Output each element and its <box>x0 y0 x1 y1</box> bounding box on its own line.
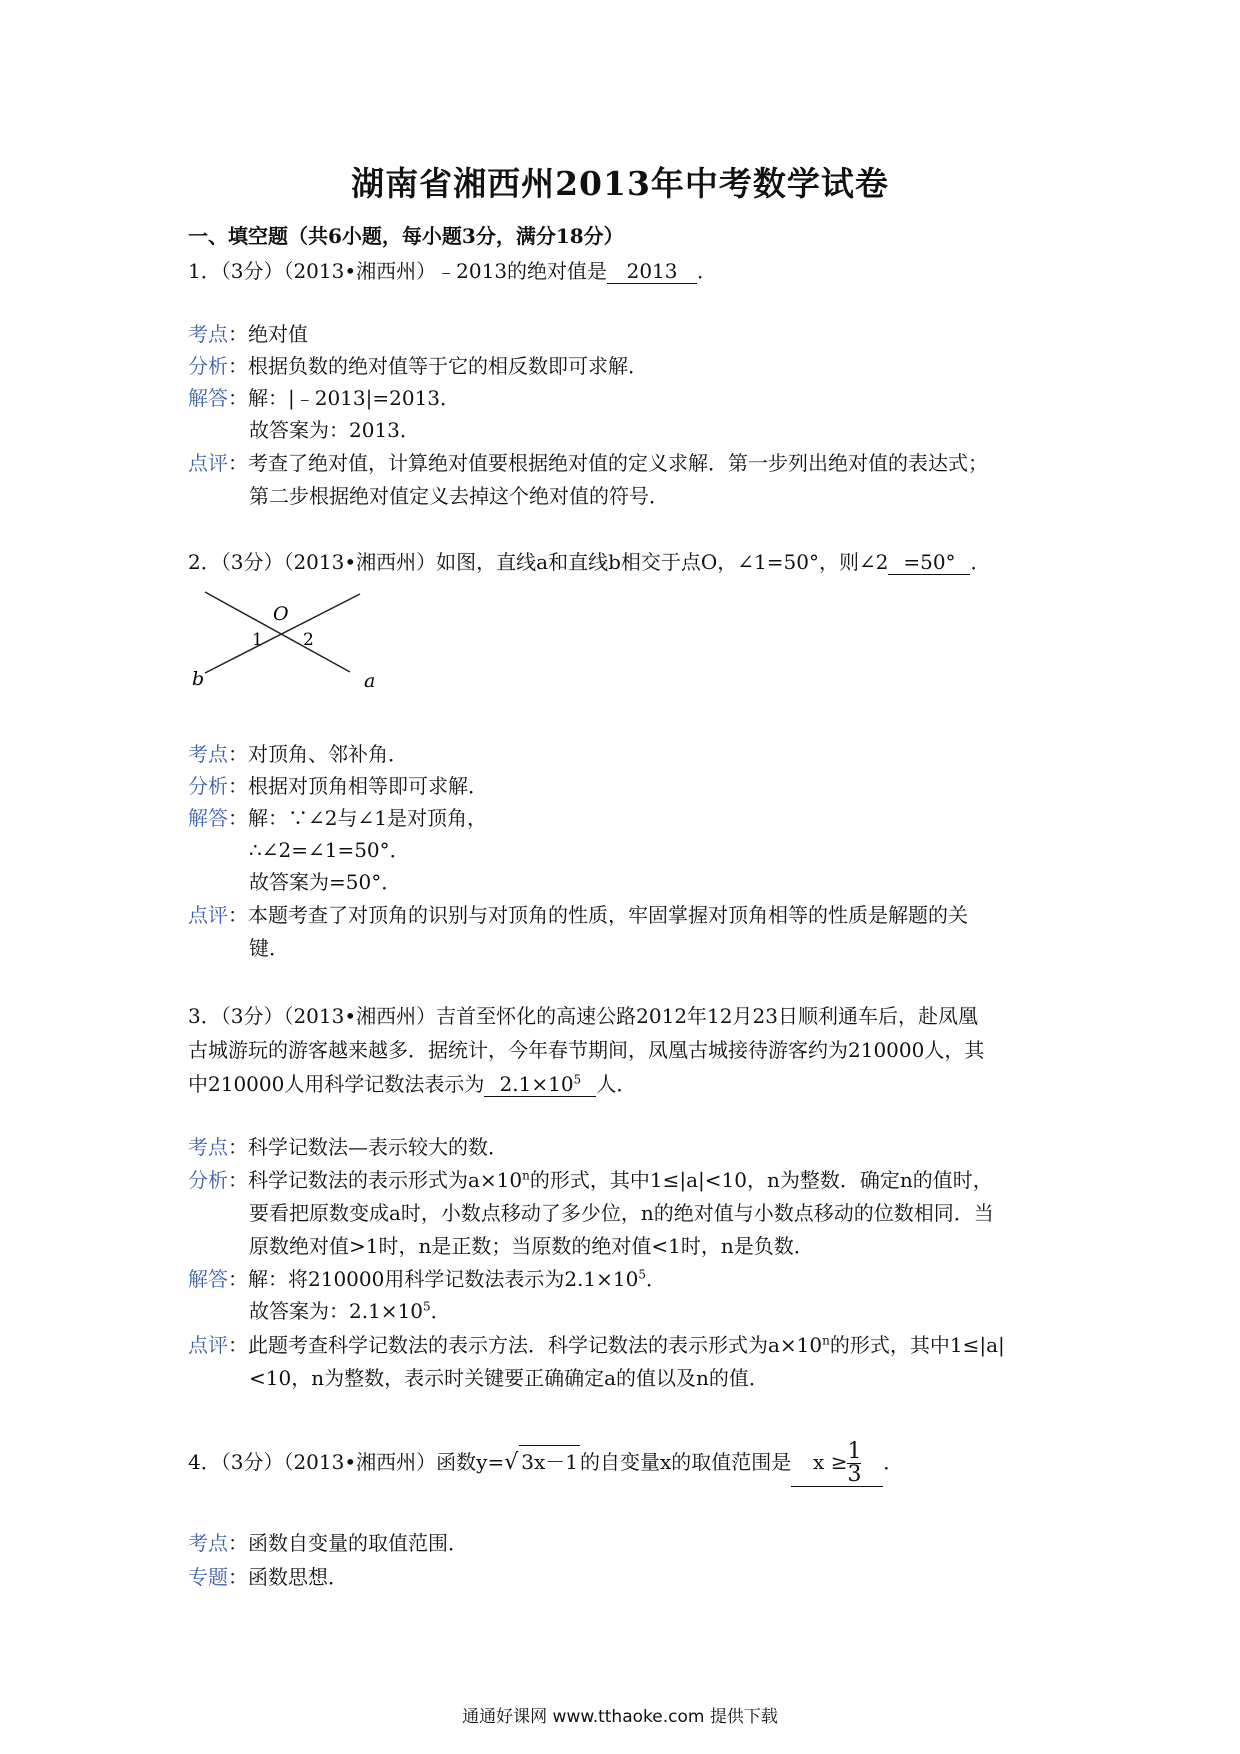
sqrt-sign-icon: √ <box>504 1450 519 1475</box>
q1-dianping-cont: 第二步根据绝对值定义去掉这个绝对值的符号． <box>249 484 669 508</box>
q1-fenxi: 分析：根据负数的绝对值等于它的相反数即可求解． <box>188 354 648 378</box>
q2-kaodian: 考点：对顶角、邻补角． <box>188 742 408 766</box>
q3-jieda: 解答：解：将210000用科学记数法表示为$2.1\times 10^5$． <box>188 1267 667 1291</box>
q3-kaodian: 考点：科学记数法—表示较大的数． <box>188 1135 508 1159</box>
section-heading: 一、填空题（共6小题，每小题3分，满分18分） <box>188 224 624 248</box>
q4-kaodian: 考点：函数自变量的取值范围． <box>188 1531 468 1555</box>
q3-fenxi-cont2: 原数绝对值>1时，n是正数；当原数的绝对值<1时，n是负数． <box>249 1234 814 1258</box>
q3-line3: 中210000人用科学记数法表示为 $2.1\times 10^5$ 人． <box>188 1072 637 1096</box>
q3-fenxi: 分析：科学记数法的表示形式为$a\times 10^n$的形式，其中1≤|a|<10，n为整数．确定n的值时， <box>188 1168 993 1192</box>
q4-stem: 4．（3分）（2013•湘西州）函数y=√ 3x－1 的自变量x的取值范围是 x ≥ $\frac{1}{3}$ ． <box>188 1439 904 1487</box>
q2-stem: 2．（3分）（2013•湘西州）如图，直线a和直线b相交于点O，∠1=50°，则∠2 =50° ． <box>188 550 991 574</box>
q4-fraction: $\frac{1}{3}$ <box>847 1439 862 1487</box>
q1-answer: 2013 <box>607 259 697 284</box>
q2-jieda: 解答：解：∵∠2与∠1是对顶角， <box>188 806 487 830</box>
q1-jieda-answer: 故答案为：2013． <box>249 418 420 442</box>
q2-dianping-cont: 键． <box>249 936 289 960</box>
q1-jieda: 解答：解：|﹣2013|=2013． <box>188 386 461 410</box>
q3-dianping: 点评：此题考查科学记数法的表示方法．科学记数法的表示形式为$a\times 10^n$的形式，其中1≤|a| <box>188 1333 1005 1357</box>
q2-answer: =50° <box>888 550 970 575</box>
q3-jieda-answer: 故答案为：$2.1\times 10^5$． <box>249 1299 451 1323</box>
angle-2-label: 2 <box>303 630 314 650</box>
line-a-label: a <box>364 670 376 692</box>
page-title: 湖南省湘西州2013年中考数学试卷 <box>351 164 889 203</box>
point-o-label: O <box>273 603 289 625</box>
q4-zhuanti: 专题：函数思想． <box>188 1565 348 1589</box>
angle-1-label: 1 <box>252 630 263 650</box>
q3-fenxi-cont1: 要看把原数变成a时，小数点移动了多少位，n的绝对值与小数点移动的位数相同．当 <box>249 1201 994 1225</box>
q2-jieda-answer: 故答案为=50°． <box>249 870 402 894</box>
q4-answer: x ≥ $\frac{1}{3}$ <box>791 1441 883 1487</box>
q2-jieda-step: ∴∠2=∠1=50°． <box>249 838 410 862</box>
q3-line2: 古城游玩的游客越来越多．据统计，今年春节期间，凤凰古城接待游客约为210000人，其 <box>188 1038 985 1062</box>
q1-dianping: 点评：考查了绝对值，计算绝对值要根据绝对值的定义求解．第一步列出绝对值的表达式； <box>188 451 988 475</box>
q2-fenxi: 分析：根据对顶角相等即可求解． <box>188 774 488 798</box>
q4-radicand: 3x－1 <box>519 1445 580 1475</box>
line-b-label: b <box>192 668 205 690</box>
page-footer: 通通好课网 www.tthaoke.com 提供下载 <box>462 1707 778 1727</box>
intersecting-lines-figure <box>190 585 390 695</box>
q3-line1: 3．（3分）（2013•湘西州）吉首至怀化的高速公路2012年12月23日顺利通车后，赴凤凰 <box>188 1004 978 1028</box>
q3-answer: $2.1\times 10^5$ <box>484 1072 596 1097</box>
q2-dianping: 点评：本题考查了对顶角的识别与对顶角的性质，牢固掌握对顶角相等的性质是解题的关 <box>188 903 968 927</box>
q3-dianping-cont: <10，n为整数，表示时关键要正确确定a的值以及n的值． <box>249 1366 769 1390</box>
q1-kaodian: 考点：绝对值 <box>188 322 308 346</box>
q1-stem: 1．（3分）（2013•湘西州）﹣2013的绝对值是 2013 ． <box>188 259 718 283</box>
